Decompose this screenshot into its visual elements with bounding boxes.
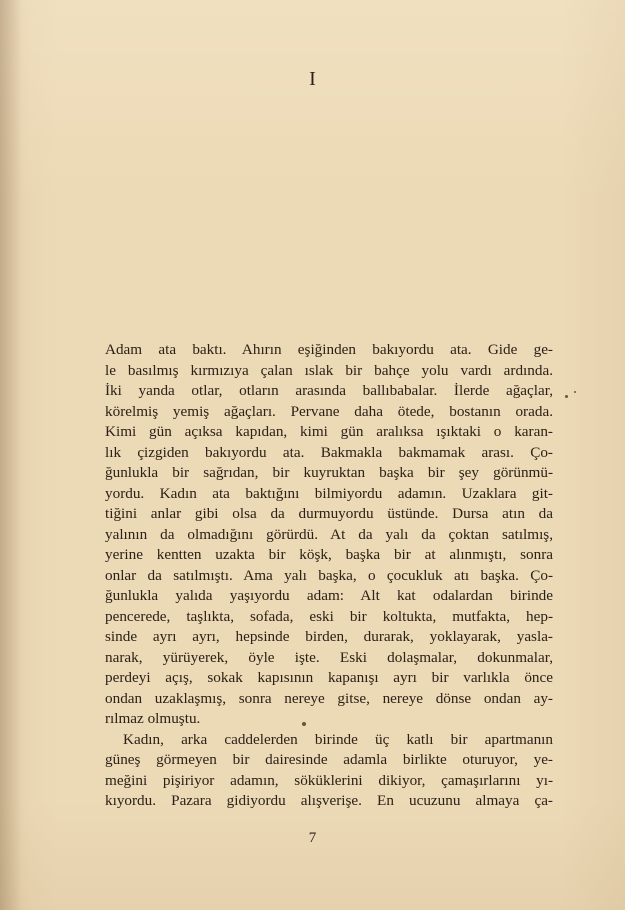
text-line: ondan uzaklaşmış, sonra nereye gitse, nereye dönse ondan ay-	[105, 689, 553, 707]
text-line: narak, yürüyerek, öyle işte. Eski dolaşmalar, dokunmalar,	[105, 648, 553, 666]
text-line: perdeyi açış, sokak kapısının kapanışı ayrı bir varlıkla önce	[105, 669, 553, 686]
text-line: Kimi gün açıksa kapıdan, kimi gün aralıksa ışıktaki o karan-	[105, 423, 553, 440]
text-line: yalının da olmadığını görürdü. At da yalı da çoktan satılmış,	[105, 525, 553, 543]
binding-shadow	[0, 0, 22, 910]
text-line: rılmaz olmuştu.	[105, 710, 201, 727]
page-number: 7	[308, 830, 317, 846]
text-line: tiğini anlar gibi olsa da durmuyordu üstünde. Dursa atın da	[105, 505, 553, 522]
text-line: yordu. Kadın ata baktığını bilmiyordu adamın. Uzaklara git-	[105, 484, 553, 502]
text-line: ğunlukla bir sağrıdan, bir kuyruktan başka bir şey görünmü-	[105, 464, 553, 481]
text-line: Adam ata baktı. Ahırın eşiğinden bakıyordu ata. Gide ge-	[105, 341, 553, 358]
text-line: onlar da satılmıştı. Ama yalı başka, o çocukluk atı başka. Ço-	[105, 566, 553, 584]
text-line: güneş görmeyen bir dairesinde adamla birlikte oturuyor, ye-	[105, 751, 553, 768]
text-line: körelmiş yemiş ağaçları. Pervane daha ötede, bostanın orada.	[105, 402, 553, 420]
text-line: Kadın, arka caddelerden birinde üç katlı bir apartmanın	[123, 730, 553, 748]
text-line: meğini pişiriyor adamın, söküklerini dikiyor, çamaşırlarını yı-	[105, 771, 553, 789]
paper-speck	[302, 722, 306, 726]
text-line: pencerede, taşlıkta, sofada, eski bir koltukta, mutfakta, hep-	[105, 607, 553, 625]
text-line: ğunlukla yalıda yaşıyordu adam: Alt kat odalardan birinde	[105, 587, 553, 604]
chapter-number: I	[309, 68, 316, 90]
text-line: lık çizgiden bakıyordu ata. Bakmakla bakmamak arası. Ço-	[105, 443, 553, 461]
text-line: yerine kentten uzakta bir köşk, başka bir at alınmıştı, sonra	[105, 546, 553, 563]
body-text	[105, 340, 553, 812]
text-line: sinde ayrı ayrı, hepsinde birden, durarak, yoklayarak, yasla-	[105, 628, 553, 645]
text-line: İki yanda otlar, otların arasında ballıbabalar. İlerde ağaçlar,	[105, 382, 553, 399]
text-line: le basılmış kırmızıya çalan ıslak bir bahçe yolu vardı ardında.	[105, 361, 553, 379]
paper-speck	[574, 391, 576, 393]
paper-speck	[565, 395, 568, 398]
text-line: kıyordu. Pazara gidiyordu alışverişe. En ucuzunu almaya ça-	[105, 792, 553, 809]
